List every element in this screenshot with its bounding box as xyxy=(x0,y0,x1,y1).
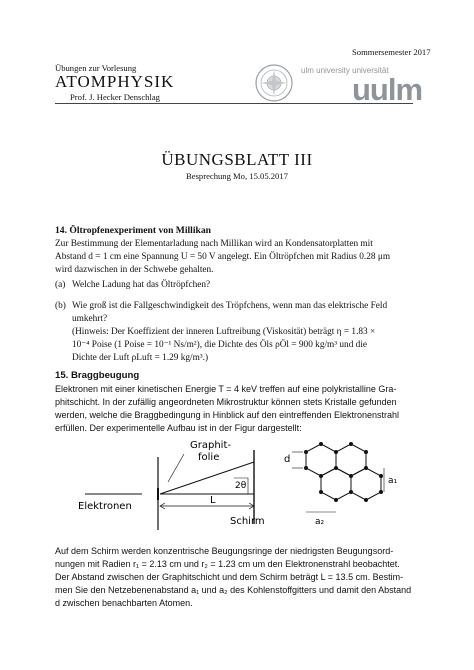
task14-a-text: Welche Ladung hat das Öltröpfchen? xyxy=(72,280,211,290)
L-label: L xyxy=(210,495,216,506)
folie-label: folie xyxy=(198,452,220,463)
task15-q-line5: d zwischen benachbarten Atomen. xyxy=(55,598,193,608)
task14-b-label: (b) xyxy=(55,301,66,311)
task14-b-line2: umkehrt? xyxy=(72,314,108,324)
task15-q-line2: nungen mit Radien r₁ = 2.13 cm und r₂ = 1.23 cm um den Elektronenstrahl beobachtet. xyxy=(55,559,400,569)
hexagon-3 xyxy=(321,468,351,500)
task14-b-text xyxy=(72,300,428,365)
course-title: ATOMPHYSIK xyxy=(55,72,175,91)
task14-b-line3: (Hinweis: Der Koeffizient der inneren Luftreibung (Viskosität) beträgt η = 1.83 × xyxy=(72,327,376,337)
a2-label: a₂ xyxy=(315,517,325,527)
course-prefix: Übungen zur Vorlesung xyxy=(55,63,137,73)
hexagon-4 xyxy=(351,468,381,500)
task15-line4: erfüllen. Der experimentelle Aufbau ist in der Figur dargestellt: xyxy=(55,423,302,433)
university-line: ulm university universität xyxy=(301,66,389,75)
task15-q-line4: men Sie den Netzebenenabstand a₁ und a₂ des Kohlenstoffgitters und damit den Abstand xyxy=(55,585,412,595)
task15-intro xyxy=(55,383,425,435)
task14-heading: 14. Öltropfenexperiment von Millikan xyxy=(55,225,211,236)
sheet-title: ÜBUNGSBLATT III xyxy=(161,150,313,169)
task14-b-line4: 10⁻⁴ Poise (1 Poise = 10⁻¹ Ns/m²), die Dichte des Öls ρÖl = 900 kg/m³ und die xyxy=(72,340,368,350)
task15-line3: werden, welche die Braggbedingung in Hinblick auf den eintreffenden Elektronenstrahl xyxy=(55,410,400,420)
task14-line1: Zur Bestimmung der Elementarladung nach Millikan wird an Kondensatorplatten mit xyxy=(55,239,373,249)
uulm-logo: uulm xyxy=(352,72,423,107)
task15-line2: phitschicht. In der zufällig angeordneten Mikrostruktur können stets Kristalle gefunden xyxy=(55,397,397,407)
task14-line3: wird dazwischen in der Schwebe gehalten. xyxy=(55,265,214,275)
professor-name: Prof. J. Hecker Denschlag xyxy=(70,92,160,102)
task14-intro xyxy=(55,238,425,277)
graphit-pointer xyxy=(168,454,184,482)
hexagon-1 xyxy=(306,444,336,476)
task14-line2: Abstand d = 1 cm eine Spannung U = 50 V angelegt. Ein Öltröpfchen mit Radius 0.28 μm xyxy=(55,252,391,262)
discussion-date: Besprechung Mo, 15.05.2017 xyxy=(186,171,288,181)
task14-a-label: (a) xyxy=(55,280,66,290)
hexagon-2 xyxy=(336,444,366,476)
bragg-figure xyxy=(70,432,400,540)
schirm-label: Schirm xyxy=(230,516,265,527)
task15-line1: Elektronen mit einer kinetischen Energie T = 4 keV treffen auf eine polykristalline Gra- xyxy=(55,384,397,394)
electrons-label: Elektronen xyxy=(78,501,132,512)
university-seal-icon xyxy=(254,63,294,103)
a1-label: a₁ xyxy=(388,476,398,486)
theta-label: 2θ xyxy=(235,481,247,491)
graphite-lattice xyxy=(306,444,381,500)
graphit-label: Graphit- xyxy=(190,440,231,451)
task15-question xyxy=(55,545,427,610)
task14-b-line5: Dichte der Luft ρLuft = 1.29 kg/m³.) xyxy=(72,353,209,363)
semester-label: Sommersemester 2017 xyxy=(352,47,431,57)
task14-b-line1: Wie groß ist die Fallgeschwindigkeit des Tröpfchens, wenn man das elektrische Feld xyxy=(72,301,388,311)
d-label: d xyxy=(284,454,291,465)
task15-q-line3: Der Abstand zwischen der Graphitschicht und dem Schirm beträgt L = 13.5 cm. Bestim- xyxy=(55,572,404,582)
task15-heading: 15. Braggbeugung xyxy=(55,370,140,381)
task15-q-line1: Auf dem Schirm werden konzentrische Beugungsringe der niedrigsten Beugungsord- xyxy=(55,546,394,556)
